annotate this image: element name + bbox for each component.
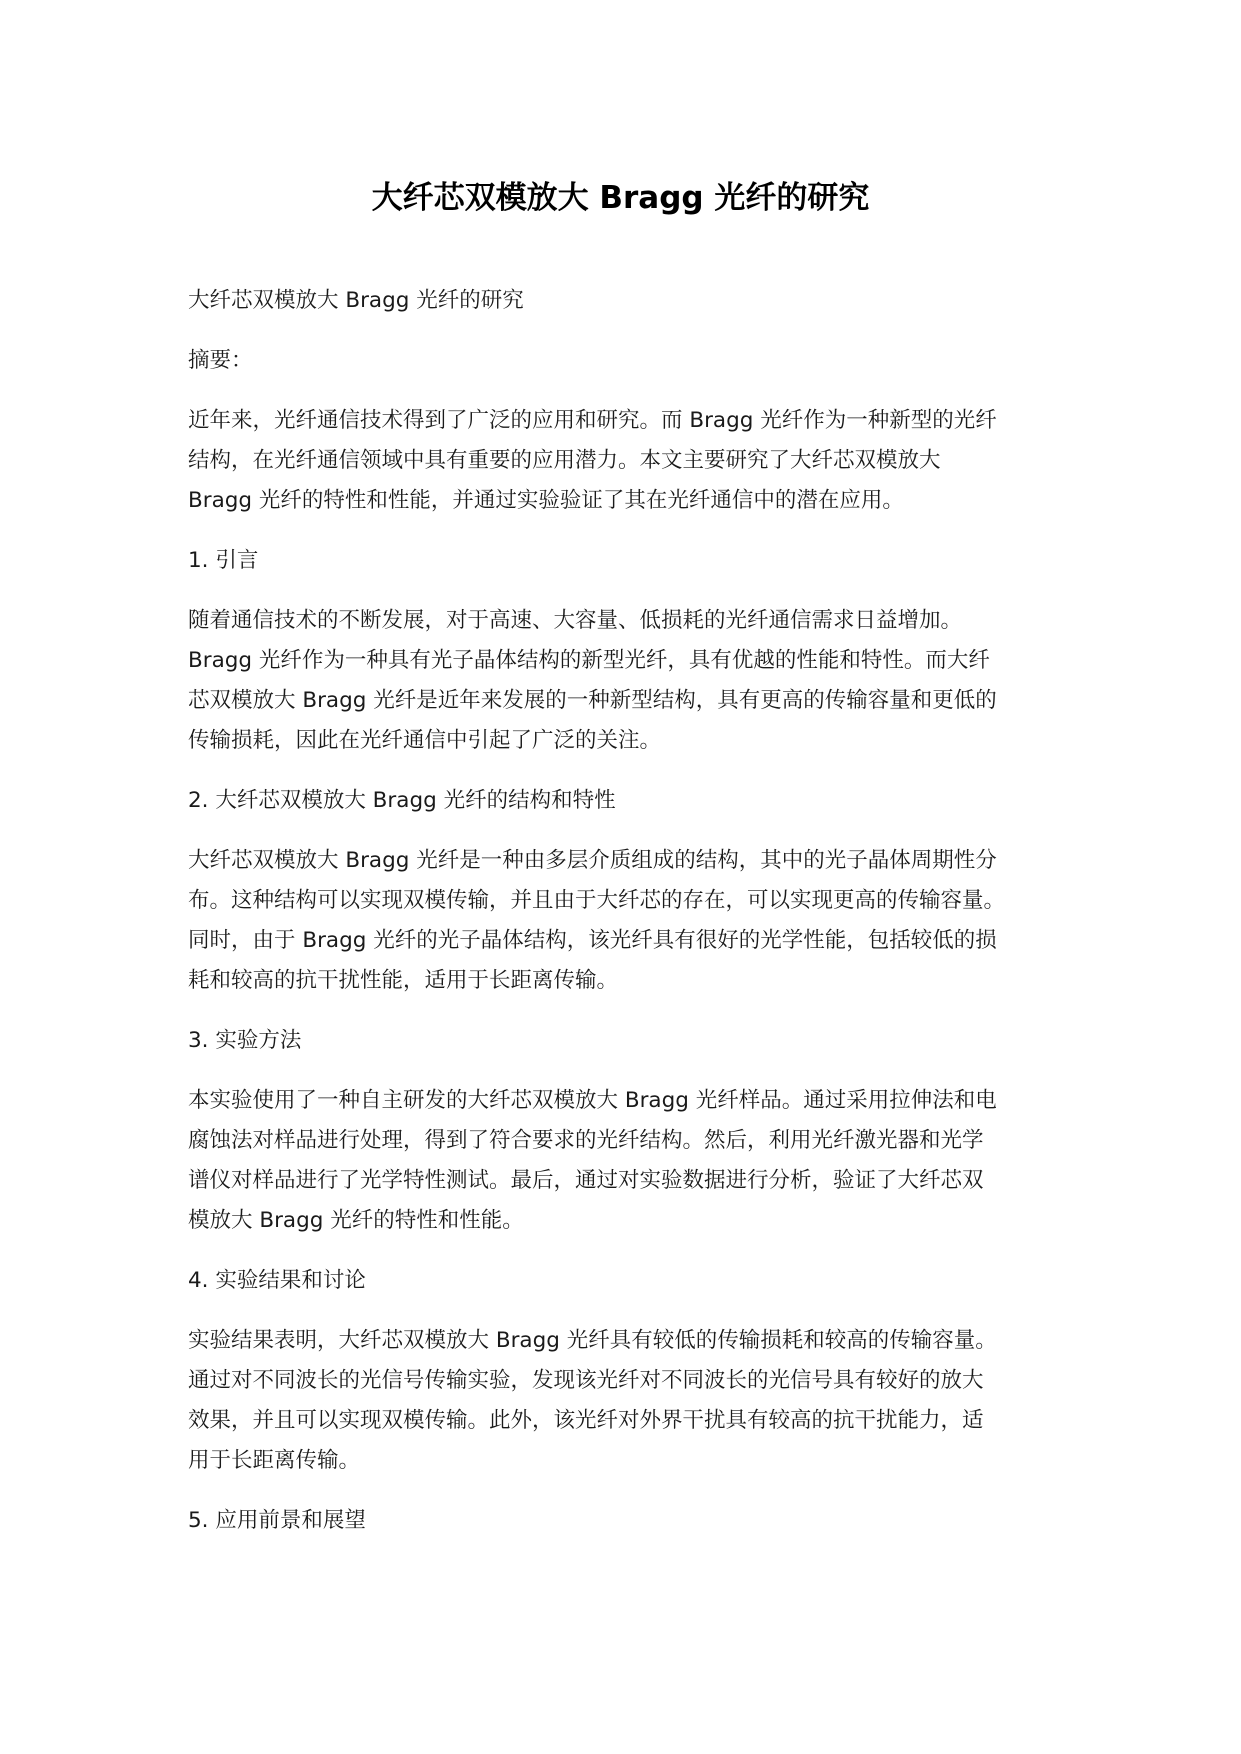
abstract-label: 摘要：	[188, 348, 253, 373]
paragraph-line: 布。这种结构可以实现双模传输，并且由于大纤芯的存在，可以实现更高的传输容量。	[188, 888, 1006, 913]
paragraph-line: 腐蚀法对样品进行处理，得到了符合要求的光纤结构。然后，利用光纤激光器和光学	[188, 1128, 984, 1153]
paragraph-line: 本实验使用了一种自主研发的大纤芯双模放大 Bragg 光纤样品。通过采用拉伸法和电	[188, 1088, 997, 1113]
paragraph-line: 大纤芯双模放大 Bragg 光纤是一种由多层介质组成的结构，其中的光子晶体周期性分	[188, 848, 997, 873]
paragraph-line: 用于长距离传输。	[188, 1448, 361, 1473]
section-heading-results: 4. 实验结果和讨论	[188, 1268, 366, 1293]
paragraph-line: 模放大 Bragg 光纤的特性和性能。	[188, 1208, 524, 1233]
paragraph-line: 耗和较高的抗干扰性能，适用于长距离传输。	[188, 968, 619, 993]
paragraph-line: 芯双模放大 Bragg 光纤是近年来发展的一种新型结构，具有更高的传输容量和更低的	[188, 688, 997, 713]
section-paragraph-results	[188, 1321, 1058, 1481]
document-body	[188, 281, 1058, 1561]
section-heading-outlook: 5. 应用前景和展望	[188, 1508, 366, 1533]
section-heading-structure: 2. 大纤芯双模放大 Bragg 光纤的结构和特性	[188, 788, 616, 813]
abstract-paragraph	[188, 401, 1058, 521]
paragraph-line: Bragg 光纤的特性和性能，并通过实验验证了其在光纤通信中的潜在应用。	[188, 488, 904, 513]
document-subtitle: 大纤芯双模放大 Bragg 光纤的研究	[188, 288, 524, 313]
paragraph-line: Bragg 光纤作为一种具有光子晶体结构的新型光纤，具有优越的性能和特性。而大纤	[188, 648, 990, 673]
paragraph-line: 传输损耗，因此在光纤通信中引起了广泛的关注。	[188, 728, 662, 753]
section-heading-introduction: 1. 引言	[188, 548, 259, 573]
paragraph-line: 效果，并且可以实现双模传输。此外，该光纤对外界干扰具有较高的抗干扰能力，适	[188, 1408, 984, 1433]
paragraph-line: 结构，在光纤通信领域中具有重要的应用潜力。本文主要研究了大纤芯双模放大	[188, 448, 941, 473]
section-paragraph-introduction	[188, 601, 1058, 761]
section-paragraph-methods	[188, 1081, 1058, 1241]
paragraph-line: 通过对不同波长的光信号传输实验，发现该光纤对不同波长的光信号具有较好的放大	[188, 1368, 984, 1393]
section-paragraph-structure	[188, 841, 1058, 1001]
paragraph-line: 近年来，光纤通信技术得到了广泛的应用和研究。而 Bragg 光纤作为一种新型的光纤	[188, 408, 997, 433]
document-title: 大纤芯双模放大 Bragg 光纤的研究	[371, 180, 870, 216]
section-heading-methods: 3. 实验方法	[188, 1028, 302, 1053]
paragraph-line: 谱仪对样品进行了光学特性测试。最后，通过对实验数据进行分析，验证了大纤芯双	[188, 1168, 984, 1193]
paragraph-line: 实验结果表明，大纤芯双模放大 Bragg 光纤具有较低的传输损耗和较高的传输容量。	[188, 1328, 997, 1353]
paragraph-line: 同时，由于 Bragg 光纤的光子晶体结构，该光纤具有很好的光学性能，包括较低的损	[188, 928, 997, 953]
paragraph-line: 随着通信技术的不断发展，对于高速、大容量、低损耗的光纤通信需求日益增加。	[188, 608, 963, 633]
